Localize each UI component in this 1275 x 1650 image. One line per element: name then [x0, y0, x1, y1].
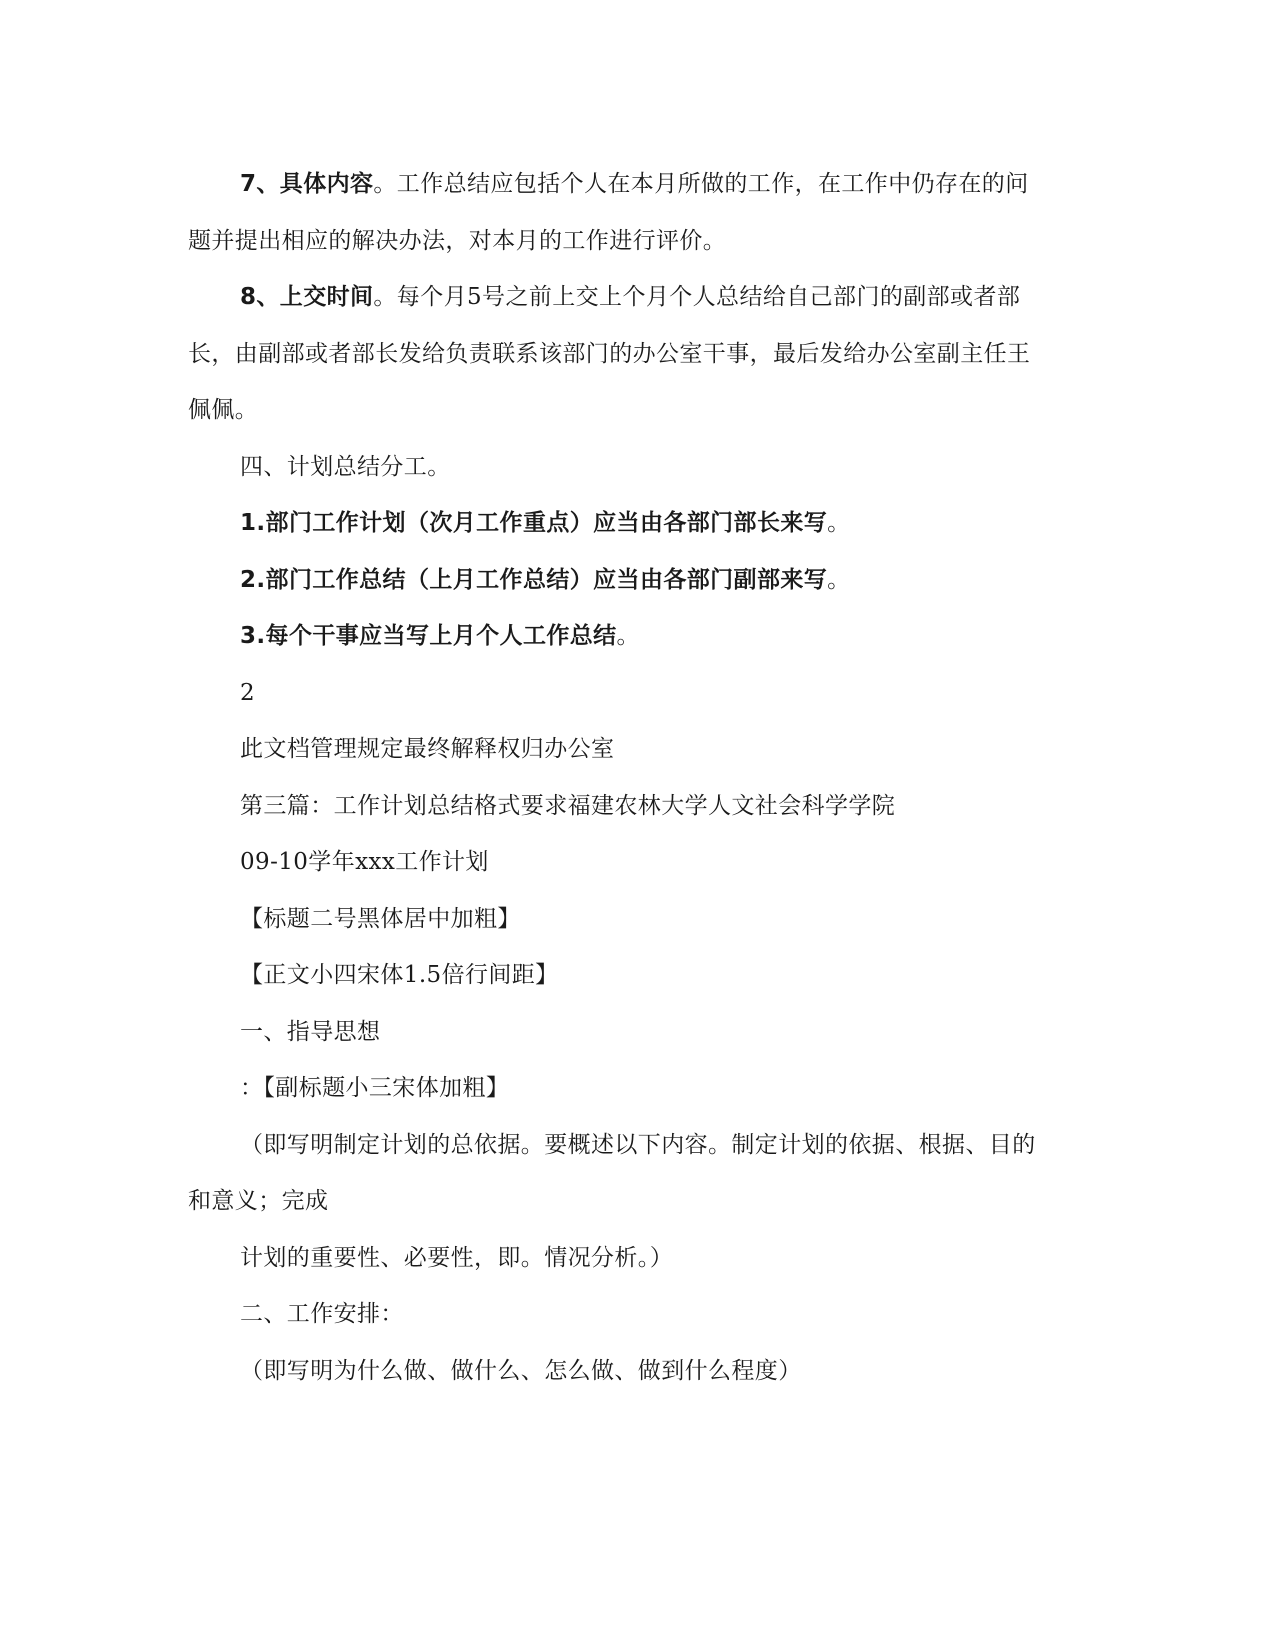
subtitle-format-note: ：【副标题小三宋体加粗】	[240, 1075, 510, 1101]
paragraph-7-line-1	[240, 168, 1140, 200]
paragraph-7-text: 。工作总结应包括个人在本月所做的工作，在工作中仍存在的问	[373, 171, 1029, 197]
paragraph-8-text: 。每个月5号之前上交上个月个人总结给自己部门的副部或者部	[373, 284, 1021, 310]
paragraph-7-label: 7、具体内容	[240, 171, 374, 197]
list-item-1-end: 。	[827, 510, 851, 536]
list-item-2-end: 。	[827, 567, 851, 593]
list-item-3-end: 。	[616, 623, 640, 649]
page-number: 2	[240, 680, 256, 706]
list-item-1-text: 1.部门工作计划（次月工作重点）应当由各部门部长来写	[240, 510, 828, 536]
rights-note: 此文档管理规定最终解释权归办公室	[240, 736, 615, 762]
section-2-heading: 二、工作安排：	[240, 1301, 404, 1327]
paragraph-8-line-2: 长，由副部或者部长发给负责联系该部门的办公室干事，最后发给办公室副主任王	[188, 341, 1031, 367]
paragraph-8-line-3: 佩佩。	[188, 397, 259, 423]
list-item-2	[240, 564, 1140, 596]
section-1-text-line-1: （即写明制定计划的总依据。要概述以下内容。制定计划的依据、根据、目的	[240, 1132, 1036, 1158]
section-1-heading: 一、指导思想	[240, 1019, 381, 1045]
paragraph-8-line-1	[240, 281, 1140, 313]
paragraph-8-label: 8、上交时间	[240, 284, 374, 310]
section-1-text-line-3: 计划的重要性、必要性，即。情况分析。）	[240, 1245, 674, 1271]
section-1-text-line-2: 和意义；完成	[188, 1188, 329, 1214]
plan-title: 09-10学年xxx工作计划	[240, 849, 489, 875]
section-4-heading: 四、计划总结分工。	[240, 454, 451, 480]
list-item-3	[240, 620, 1140, 652]
list-item-3-text: 3.每个干事应当写上月个人工作总结	[240, 623, 617, 649]
list-item-1	[240, 507, 1140, 539]
list-item-2-text: 2.部门工作总结（上月工作总结）应当由各部门副部来写	[240, 567, 828, 593]
section-2-text: （即写明为什么做、做什么、怎么做、做到什么程度）	[240, 1358, 802, 1384]
part-3-title: 第三篇：工作计划总结格式要求福建农林大学人文社会科学学院	[240, 793, 896, 819]
title-format-note: 【标题二号黑体居中加粗】	[240, 906, 521, 932]
paragraph-7-line-2: 题并提出相应的解决办法，对本月的工作进行评价。	[188, 228, 727, 254]
body-format-note: 【正文小四宋体1.5倍行间距】	[240, 962, 559, 988]
